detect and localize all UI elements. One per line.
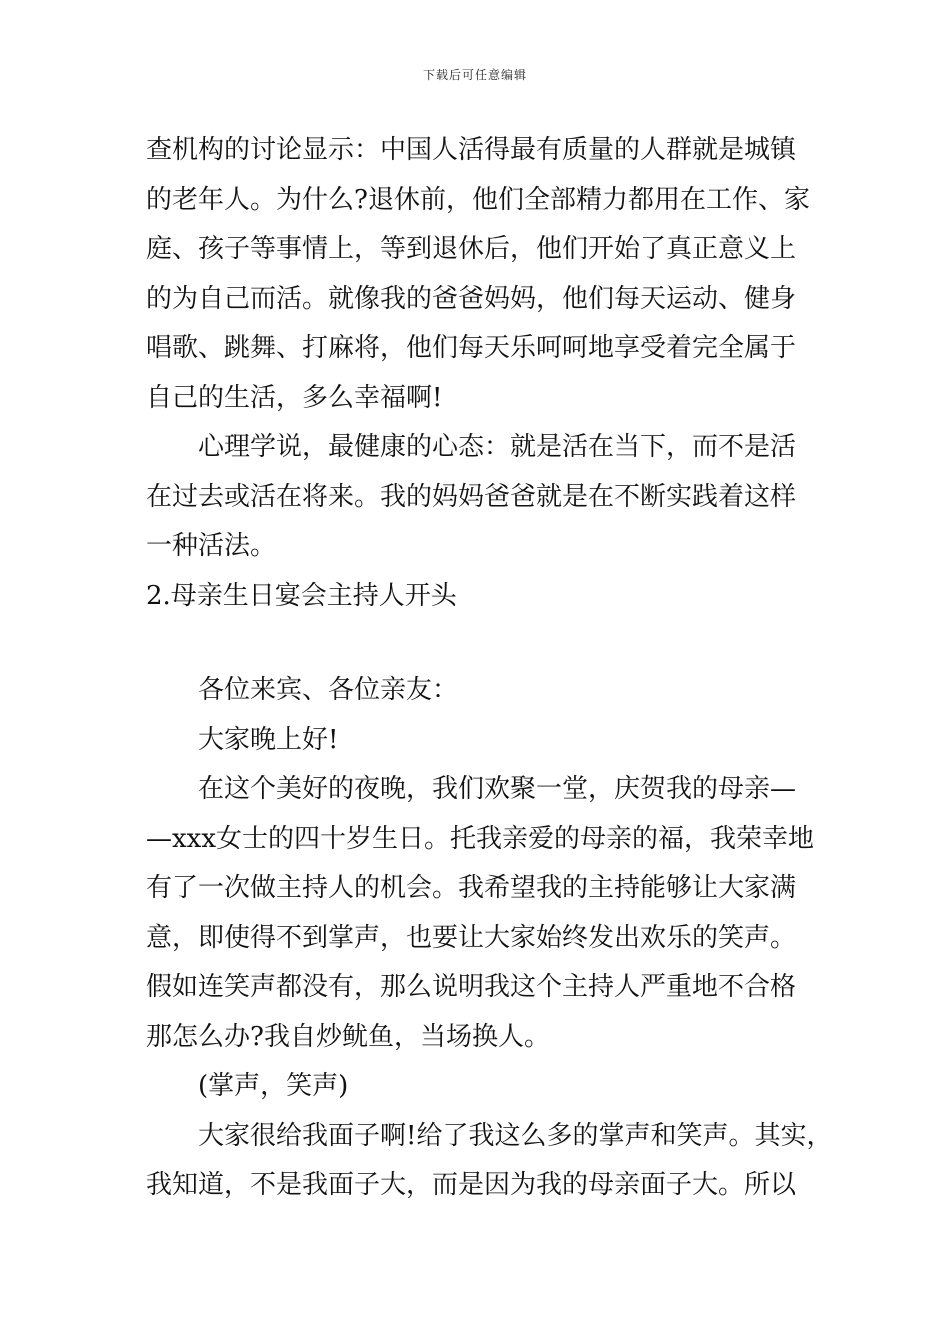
text-line: 我知道，不是我面子大，而是因为我的母亲面子大。所以 [146, 1170, 797, 1200]
text-line: 自己的生活，多么幸福啊! [146, 382, 443, 413]
text-line: 意，即使得不到掌声，也要让大家始终发出欢乐的笑声。 [146, 922, 797, 953]
page-header: 下载后可任意编辑 [422, 68, 527, 82]
text-line: 大家晚上好! [198, 724, 339, 755]
text-line: 唱歌、跳舞、打麻将，他们每天乐呵呵地享受着完全属于 [146, 333, 797, 363]
text-line: 的老年人。为什么?退休前，他们全部精力都用在工作、家 [146, 184, 810, 215]
text-line: 假如连笑声都没有，那么说明我这个主持人严重地不合格 [146, 972, 797, 1002]
text-line: 庭、孩子等事情上，等到退休后，他们开始了真正意义上 [146, 234, 797, 264]
text-line: —xxx女士的四十岁生日。托我亲爱的母亲的福，我荣幸地 [146, 823, 814, 854]
document-body [146, 126, 833, 1211]
text-line: 查机构的讨论显示：中国人活得最有质量的人群就是城镇 [146, 135, 797, 165]
text-line: 的为自己而活。就像我的爸爸妈妈，他们每天运动、健身 [146, 283, 797, 314]
text-line: 一种活法。 [146, 531, 277, 561]
text-line: 有了一次做主持人的机会。我希望我的主持能够让大家满 [146, 873, 797, 903]
text-line: 在这个美好的夜晚，我们欢聚一堂，庆贺我的母亲— [198, 774, 797, 804]
text-line: 在过去或活在将来。我的妈妈爸爸就是在不断实践着这样 [146, 481, 797, 512]
text-line: (掌声，笑声) [198, 1071, 349, 1101]
text-line: 大家很给我面子啊!给了我这么多的掌声和笑声。其实， [198, 1120, 833, 1151]
section-heading: 2.母亲生日宴会主持人开头 [146, 580, 457, 611]
text-line: 心理学说，最健康的心态：就是活在当下，而不是活 [198, 432, 797, 462]
text-line: 各位来宾、各位亲友： [198, 675, 459, 705]
section-spacer [146, 621, 826, 666]
text-line: 那怎么办?我自炒鱿鱼，当场换人。 [146, 1021, 550, 1052]
